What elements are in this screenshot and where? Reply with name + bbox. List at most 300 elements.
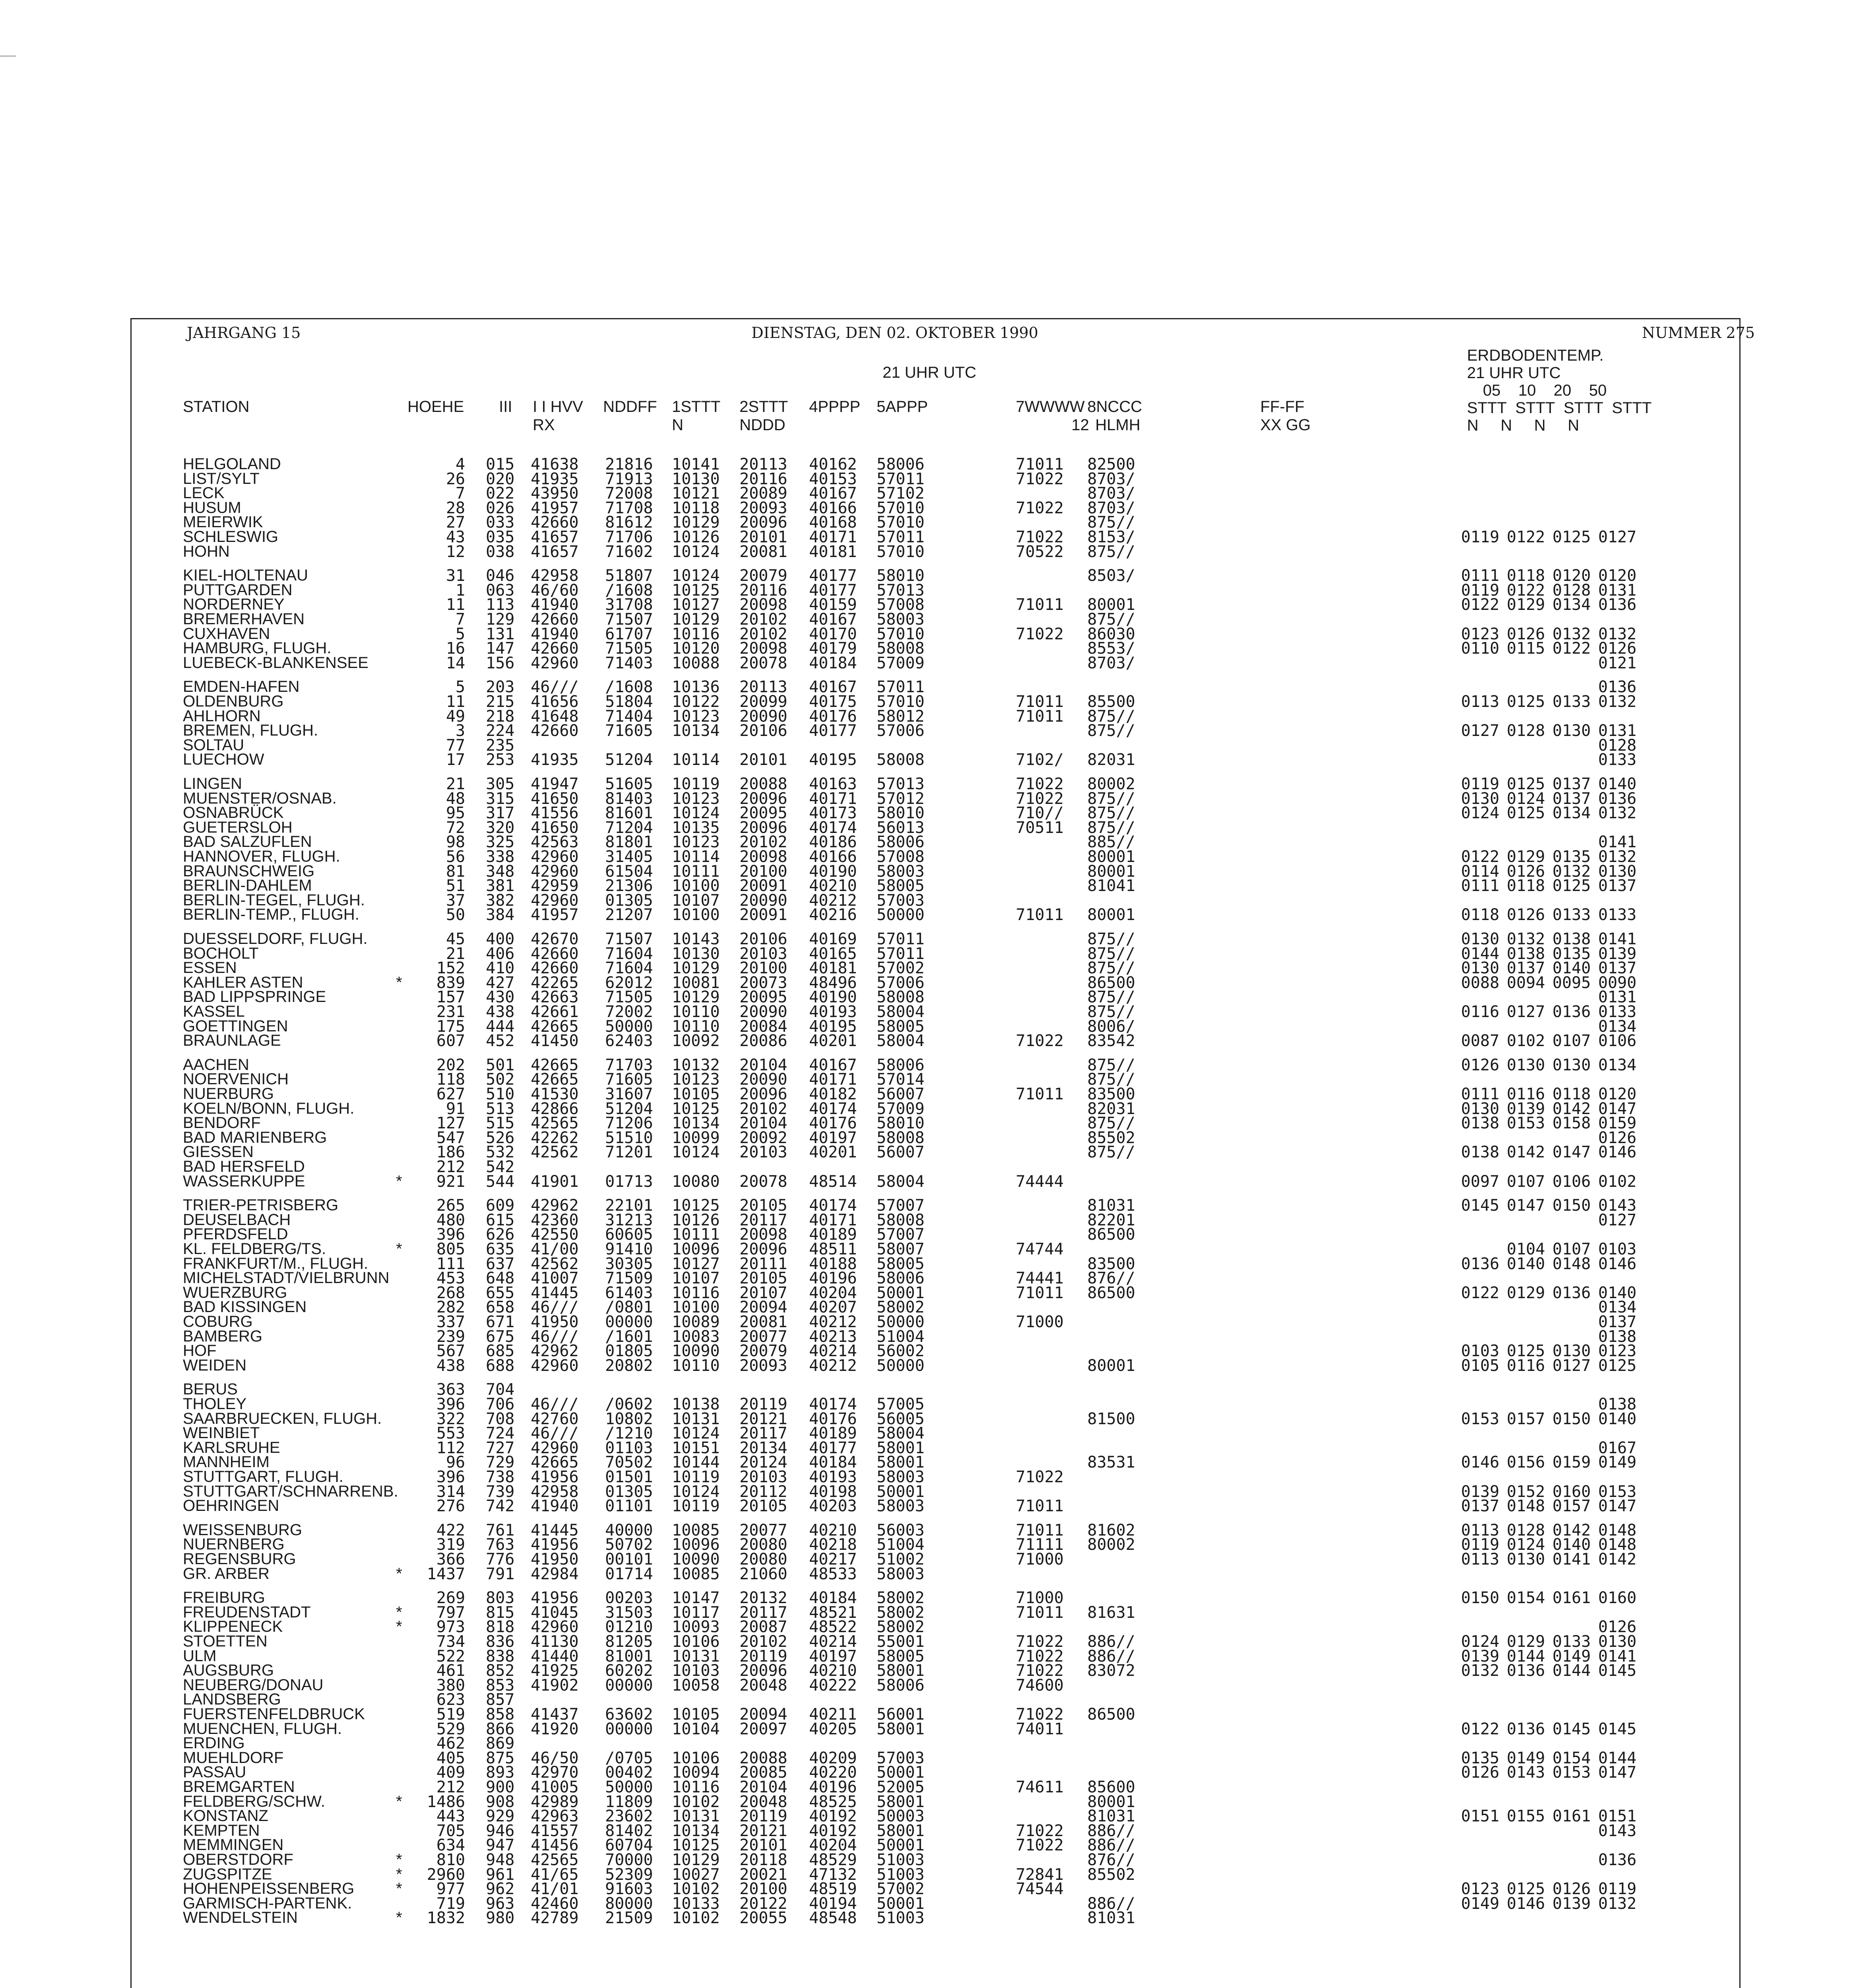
station-id: 038 xyxy=(486,542,515,561)
synop-group-3: 10130 xyxy=(672,944,720,963)
station-height: 314 xyxy=(436,1482,465,1501)
synop-group-1: 42565 xyxy=(531,1114,579,1133)
synop-group-5: 40189 xyxy=(809,1424,857,1443)
soil-temp-3: 0154 xyxy=(1552,1749,1591,1767)
synop-group-1: 41935 xyxy=(531,751,579,769)
soil-temp-4: 0141 xyxy=(1598,930,1637,948)
station-height: 282 xyxy=(436,1298,465,1317)
synop-group-3: 10083 xyxy=(672,1327,720,1346)
synop-group-5: 40167 xyxy=(809,1056,857,1074)
soil-temp-3: 0141 xyxy=(1552,1550,1591,1569)
station-name: ERDING xyxy=(183,1734,245,1752)
soil-temp-3: 0132 xyxy=(1552,625,1591,643)
weather-group-7: 74744 xyxy=(1016,1240,1064,1258)
synop-group-5: 40169 xyxy=(809,930,857,948)
synop-group-1: 42565 xyxy=(531,1851,579,1869)
synop-group-5: 40163 xyxy=(809,775,857,793)
synop-group-3: 10110 xyxy=(672,1017,720,1036)
synop-group-1: 42661 xyxy=(531,1003,579,1021)
weather-group-7: 74011 xyxy=(1016,1720,1064,1738)
station-height: 839 xyxy=(436,973,465,992)
soil-temp-1: 0113 xyxy=(1461,1550,1500,1569)
soil-temp-4: 0137 xyxy=(1598,1313,1637,1331)
station-id: 510 xyxy=(486,1085,515,1103)
synop-group-3: 10114 xyxy=(672,848,720,866)
station-height: 522 xyxy=(436,1647,465,1666)
soil-temp-4: 0137 xyxy=(1598,877,1637,895)
weather-group-7: 71022 xyxy=(1016,1662,1064,1680)
synop-group-5: 40165 xyxy=(809,944,857,963)
synop-group-4: 20132 xyxy=(739,1589,788,1607)
synop-group-5: 40217 xyxy=(809,1550,857,1569)
col-w8-top: 8NCCC xyxy=(1087,398,1142,415)
soil-temp-3: 0148 xyxy=(1552,1254,1591,1273)
cloud-group-8: 8503/ xyxy=(1087,567,1135,585)
synop-group-4: 20088 xyxy=(739,775,788,793)
soil-temp-4: 0131 xyxy=(1598,988,1637,1007)
synop-group-1: 41920 xyxy=(531,1720,579,1738)
soil-temp-4: 0132 xyxy=(1598,625,1637,643)
synop-group-3: 10093 xyxy=(672,1618,720,1637)
cloud-group-8: 85500 xyxy=(1087,693,1135,711)
cloud-group-8: 875// xyxy=(1087,610,1135,629)
synop-group-4: 20080 xyxy=(739,1550,788,1569)
synop-group-4: 20079 xyxy=(739,567,788,585)
synop-group-2: 00203 xyxy=(605,1589,653,1607)
synop-group-4: 20048 xyxy=(739,1792,788,1811)
station-id: 853 xyxy=(486,1676,515,1695)
soil-temp-4: 0127 xyxy=(1598,528,1637,546)
col-w7 xyxy=(1016,398,1089,434)
cloud-group-8: 82500 xyxy=(1087,455,1135,474)
soil-temp-1: 0138 xyxy=(1461,1114,1500,1133)
synop-group-5: 40198 xyxy=(809,1482,857,1501)
soil-temp-2: 0143 xyxy=(1507,1763,1545,1782)
station-name: BERLIN-TEMP., FLUGH. xyxy=(183,906,359,924)
soil-temp-2: 0116 xyxy=(1507,1085,1545,1103)
synop-group-2: 60202 xyxy=(605,1662,653,1680)
cloud-group-8: 875// xyxy=(1087,959,1135,978)
synop-group-5: 40214 xyxy=(809,1342,857,1361)
station-height: 443 xyxy=(436,1807,465,1826)
synop-group-2: 71206 xyxy=(605,1114,653,1133)
cloud-group-8: 875// xyxy=(1087,818,1135,837)
synop-group-2: 71604 xyxy=(605,959,653,978)
synop-group-2: 01714 xyxy=(605,1565,653,1583)
station-height: 77 xyxy=(446,736,465,755)
station-height: 231 xyxy=(436,1003,465,1021)
soil-temp-1: 0144 xyxy=(1461,944,1500,963)
station-name: SCHLESWIG xyxy=(183,528,279,546)
synop-group-3: 10147 xyxy=(672,1589,720,1607)
soil-temp-1: 0127 xyxy=(1461,722,1500,740)
station-height: 175 xyxy=(436,1017,465,1036)
station-height: 17 xyxy=(446,751,465,769)
soil-temp-1: 0113 xyxy=(1461,1521,1500,1540)
synop-group-1: 42760 xyxy=(531,1409,579,1428)
weather-group-7: 71022 xyxy=(1016,775,1064,793)
synop-group-5: 40196 xyxy=(809,1269,857,1288)
station-name: STOETTEN xyxy=(183,1633,268,1650)
soil-temp-1: 0097 xyxy=(1461,1172,1500,1191)
synop-group-3: 10125 xyxy=(672,1196,720,1215)
synop-group-2: 00402 xyxy=(605,1763,653,1782)
cloud-group-8: 81602 xyxy=(1087,1521,1135,1540)
col-g3-bottom: N xyxy=(672,416,683,434)
synop-group-2: 70502 xyxy=(605,1453,653,1472)
synop-group-3: 10134 xyxy=(672,1821,720,1840)
soil-temp-1: 0123 xyxy=(1461,1880,1500,1899)
weather-group-7: 71011 xyxy=(1016,1085,1064,1103)
synop-group-6: 50000 xyxy=(877,906,925,924)
station-name: HAMBURG, FLUGH. xyxy=(183,639,332,657)
soil-temp-4: 0134 xyxy=(1598,1298,1637,1317)
synop-group-1: 42962 xyxy=(531,1342,579,1361)
synop-group-4: 20081 xyxy=(739,1313,788,1331)
station-id: 348 xyxy=(486,862,515,881)
cloud-group-8: 82201 xyxy=(1087,1211,1135,1229)
synop-group-4: 20098 xyxy=(739,596,788,614)
synop-group-4: 20095 xyxy=(739,988,788,1007)
cloud-group-8: 8703/ xyxy=(1087,470,1135,488)
soil-temp-1: 0111 xyxy=(1461,877,1500,895)
station-height: 50 xyxy=(446,906,465,924)
synop-group-5: 40214 xyxy=(809,1633,857,1651)
cloud-group-8: 875// xyxy=(1087,1114,1135,1133)
synop-group-3: 10129 xyxy=(672,513,720,532)
synop-group-2: 00000 xyxy=(605,1676,653,1695)
synop-group-3: 10089 xyxy=(672,1313,720,1331)
synop-group-1: 41005 xyxy=(531,1778,579,1796)
cloud-group-8: 85600 xyxy=(1087,1778,1135,1796)
soil-temp-3: 0128 xyxy=(1552,581,1591,600)
weather-group-7: 7102/ xyxy=(1016,751,1064,769)
synop-group-6: 50000 xyxy=(877,1313,925,1331)
synop-group-4: 20073 xyxy=(739,973,788,992)
station-name: ULM xyxy=(183,1647,217,1665)
synop-group-2: 01501 xyxy=(605,1468,653,1486)
synop-group-4: 20021 xyxy=(739,1865,788,1884)
synop-group-1: 41445 xyxy=(531,1283,579,1302)
soil-temp-3: 0137 xyxy=(1552,775,1591,793)
station-id: 215 xyxy=(486,693,515,711)
station-height: 462 xyxy=(436,1734,465,1753)
weather-group-7: 710// xyxy=(1016,804,1064,823)
synop-group-4: 20105 xyxy=(739,1497,788,1516)
synop-group-4: 20088 xyxy=(739,1749,788,1767)
synop-group-3: 10124 xyxy=(672,1482,720,1501)
synop-group-5: 40176 xyxy=(809,1114,857,1133)
station-id: 513 xyxy=(486,1099,515,1118)
synop-group-5: 48496 xyxy=(809,973,857,992)
synop-group-2: 21816 xyxy=(605,455,653,474)
synop-group-1: 42960 xyxy=(531,654,579,672)
soil-temp-4: 0132 xyxy=(1598,804,1637,823)
synop-group-3: 10126 xyxy=(672,1211,720,1229)
station-id: 129 xyxy=(486,610,515,629)
station-height: 111 xyxy=(436,1254,465,1273)
synop-group-3: 10116 xyxy=(672,1283,720,1302)
synop-group-6: 58004 xyxy=(877,1424,925,1443)
synop-group-6: 58001 xyxy=(877,1821,925,1840)
soil-temp-4: 0126 xyxy=(1598,1128,1637,1147)
station-name: HELGOLAND xyxy=(183,455,281,473)
cloud-group-8: 81631 xyxy=(1087,1603,1135,1622)
synop-group-1: 41947 xyxy=(531,775,579,793)
soil-temp-1: 0119 xyxy=(1461,1536,1500,1554)
synop-group-6: 57008 xyxy=(877,848,925,866)
synop-group-6: 57002 xyxy=(877,1880,925,1899)
weather-group-7: 74544 xyxy=(1016,1880,1064,1899)
weather-group-7: 71022 xyxy=(1016,1705,1064,1724)
station-id: 729 xyxy=(486,1453,515,1472)
station-id: 761 xyxy=(486,1521,515,1540)
synop-group-2: 71605 xyxy=(605,722,653,740)
synop-group-6: 58006 xyxy=(877,1676,925,1695)
weather-group-7: 71011 xyxy=(1016,693,1064,711)
synop-group-6: 57011 xyxy=(877,470,925,488)
station-name: ESSEN xyxy=(183,959,237,977)
station-id: 776 xyxy=(486,1550,515,1569)
soil-temp-4: 0147 xyxy=(1598,1763,1637,1782)
synop-group-5: 48533 xyxy=(809,1565,857,1583)
synop-group-1: 41925 xyxy=(531,1662,579,1680)
cloud-group-8: 8703/ xyxy=(1087,499,1135,517)
synop-group-1: 41045 xyxy=(531,1603,579,1622)
station-id: 791 xyxy=(486,1565,515,1583)
synop-group-3: 10120 xyxy=(672,639,720,658)
synop-group-1: 41638 xyxy=(531,455,579,474)
station-id: 852 xyxy=(486,1662,515,1680)
cloud-group-8: 886// xyxy=(1087,1647,1135,1666)
station-id: 857 xyxy=(486,1691,515,1709)
station-id: 685 xyxy=(486,1342,515,1361)
soil-temp-1: 0130 xyxy=(1461,789,1500,808)
synop-group-2: 31708 xyxy=(605,596,653,614)
synop-group-2: 50000 xyxy=(605,1778,653,1796)
synop-group-1: 41007 xyxy=(531,1269,579,1288)
synop-group-2: 91410 xyxy=(605,1240,653,1258)
station-height: 4 xyxy=(455,455,465,474)
synop-group-6: 58004 xyxy=(877,1172,925,1191)
synop-group-3: 10124 xyxy=(672,804,720,823)
station-name: KAHLER ASTEN xyxy=(183,973,303,991)
station-name: OBERSTDORF xyxy=(183,1851,293,1868)
station-row xyxy=(0,1357,1857,1375)
mountain-station-marker: * xyxy=(396,1618,402,1636)
station-name: WEIDEN xyxy=(183,1356,246,1374)
synop-group-1: 46/60 xyxy=(531,581,579,600)
station-height: 973 xyxy=(436,1618,465,1637)
soil-temp-1: 0126 xyxy=(1461,1763,1500,1782)
soil-temp-1: 0122 xyxy=(1461,1720,1500,1738)
mountain-station-marker: * xyxy=(396,1565,402,1582)
synop-group-1: 42265 xyxy=(531,973,579,992)
station-id: 637 xyxy=(486,1254,515,1273)
synop-group-4: 20080 xyxy=(739,1536,788,1554)
station-name: SAARBRUECKEN, FLUGH. xyxy=(183,1409,382,1427)
soil-temp-2: 0129 xyxy=(1507,596,1545,614)
synop-group-3: 10111 xyxy=(672,862,720,881)
soil-temp-4: 0131 xyxy=(1598,581,1637,600)
synop-group-2: 51204 xyxy=(605,1099,653,1118)
cloud-group-8: 875// xyxy=(1087,722,1135,740)
weather-group-7: 71022 xyxy=(1016,625,1064,643)
synop-group-6: 50000 xyxy=(877,1356,925,1375)
synop-group-3: 10107 xyxy=(672,891,720,910)
station-id: 836 xyxy=(486,1633,515,1651)
station-height: 152 xyxy=(436,959,465,978)
col-g4 xyxy=(739,398,788,434)
synop-group-1: 41650 xyxy=(531,789,579,808)
soil-temp-3: 0157 xyxy=(1552,1497,1591,1516)
synop-group-3: 10105 xyxy=(672,1705,720,1724)
station-row xyxy=(0,1565,1857,1583)
synop-group-5: 48511 xyxy=(809,1240,857,1258)
synop-group-4: 20090 xyxy=(739,1003,788,1021)
synop-group-2: 10802 xyxy=(605,1409,653,1428)
synop-group-4: 20096 xyxy=(739,818,788,837)
synop-group-4: 20078 xyxy=(739,654,788,672)
col-ff xyxy=(1260,398,1311,434)
soil-temp-2: 0126 xyxy=(1507,862,1545,881)
station-name: FREUDENSTADT xyxy=(183,1603,311,1621)
station-id: 253 xyxy=(486,751,515,769)
cloud-group-8: 8703/ xyxy=(1087,654,1135,672)
station-id: 763 xyxy=(486,1536,515,1554)
synop-group-5: 40181 xyxy=(809,959,857,978)
station-id: 706 xyxy=(486,1395,515,1413)
soil-temp-3: 0142 xyxy=(1552,1099,1591,1118)
station-name: NORDERNEY xyxy=(183,596,285,613)
station-height: 27 xyxy=(446,513,465,532)
cloud-group-8: 876// xyxy=(1087,1851,1135,1869)
date-label: DIENSTAG, DEN 02. OKTOBER 1990 xyxy=(751,324,1038,342)
synop-group-2: 81205 xyxy=(605,1633,653,1651)
station-name: AHLHORN xyxy=(183,707,261,725)
synop-group-4: 20098 xyxy=(739,848,788,866)
synop-group-6: 58002 xyxy=(877,1603,925,1622)
station-id: 410 xyxy=(486,959,515,978)
station-name: MICHELSTADT/VIELBRUNN xyxy=(183,1269,390,1287)
station-name: BOCHOLT xyxy=(183,944,259,962)
synop-group-4: 20124 xyxy=(739,1453,788,1472)
synop-group-3: 10131 xyxy=(672,1807,720,1826)
station-id: 655 xyxy=(486,1283,515,1302)
synop-group-1: 41657 xyxy=(531,542,579,561)
station-row xyxy=(0,654,1857,672)
synop-group-2: 31503 xyxy=(605,1603,653,1622)
cloud-group-8: 83542 xyxy=(1087,1032,1135,1050)
soil-temp-1: 0119 xyxy=(1461,528,1500,546)
synop-group-1: 41957 xyxy=(531,906,579,924)
station-id: 658 xyxy=(486,1298,515,1317)
station-id: 815 xyxy=(486,1603,515,1622)
station-id: 035 xyxy=(486,528,515,546)
station-name: AACHEN xyxy=(183,1056,249,1074)
mountain-station-marker: * xyxy=(396,1880,402,1898)
synop-group-3: 10151 xyxy=(672,1439,720,1457)
station-height: 12 xyxy=(446,542,465,561)
mountain-station-marker: * xyxy=(396,1240,402,1258)
synop-group-5: 40174 xyxy=(809,1196,857,1215)
synop-group-6: 50001 xyxy=(877,1482,925,1501)
mountain-station-marker: * xyxy=(396,1851,402,1868)
station-name: NUERBURG xyxy=(183,1085,274,1103)
synop-group-4: 20101 xyxy=(739,751,788,769)
synop-group-5: 40171 xyxy=(809,789,857,808)
synop-group-6: 56005 xyxy=(877,1409,925,1428)
synop-group-6: 58003 xyxy=(877,1497,925,1516)
station-height: 91 xyxy=(446,1099,465,1118)
soil-temp-4: 0090 xyxy=(1598,973,1637,992)
synop-group-4: 20097 xyxy=(739,1720,788,1738)
synop-group-6: 56001 xyxy=(877,1705,925,1724)
station-name: FREIBURG xyxy=(183,1589,265,1607)
cloud-group-8: 886// xyxy=(1087,1894,1135,1913)
soil-temp-3: 0133 xyxy=(1552,1633,1591,1651)
synop-group-5: 40177 xyxy=(809,567,857,585)
synop-group-6: 58001 xyxy=(877,1453,925,1472)
soil-temp-1: 0122 xyxy=(1461,596,1500,614)
station-height: 422 xyxy=(436,1521,465,1540)
synop-group-4: 20117 xyxy=(739,1424,788,1443)
weather-group-7: 71011 xyxy=(1016,1497,1064,1516)
synop-group-3: 10132 xyxy=(672,1056,720,1074)
synop-group-4: 20104 xyxy=(739,1056,788,1074)
station-height: 553 xyxy=(436,1424,465,1443)
synop-group-5: 40182 xyxy=(809,1085,857,1103)
station-height: 21 xyxy=(446,775,465,793)
synop-group-2: 72002 xyxy=(605,1003,653,1021)
soil-temp-4: 0160 xyxy=(1598,1589,1637,1607)
station-name: BERUS xyxy=(183,1380,238,1398)
station-height: 5 xyxy=(455,625,465,643)
soil-temp-1: 0153 xyxy=(1461,1409,1500,1428)
synop-group-6: 51004 xyxy=(877,1327,925,1346)
station-id: 615 xyxy=(486,1211,515,1229)
station-id: 609 xyxy=(486,1196,515,1215)
station-height: 7 xyxy=(455,484,465,503)
cloud-group-8: 875// xyxy=(1087,513,1135,532)
soil-temp-3: 0138 xyxy=(1552,930,1591,948)
soil-temp-2: 0107 xyxy=(1507,1172,1545,1191)
soil-temp-2: 0148 xyxy=(1507,1497,1545,1516)
synop-group-4: 20085 xyxy=(739,1763,788,1782)
cloud-group-8: 8553/ xyxy=(1087,639,1135,658)
station-height: 547 xyxy=(436,1128,465,1147)
synop-group-2: 70000 xyxy=(605,1851,653,1869)
station-name: OSNABRÜCK xyxy=(183,804,284,822)
soil-temp-4: 0144 xyxy=(1598,1749,1637,1767)
synop-group-5: 40175 xyxy=(809,693,857,711)
soil-temp-2: 0136 xyxy=(1507,1720,1545,1738)
synop-group-4: 20118 xyxy=(739,1851,788,1869)
synop-group-1: 42958 xyxy=(531,1482,579,1501)
station-id: 962 xyxy=(486,1880,515,1899)
synop-group-6: 57005 xyxy=(877,1395,925,1413)
synop-group-4: 20106 xyxy=(739,930,788,948)
synop-group-2: 01210 xyxy=(605,1618,653,1637)
synop-group-5: 40171 xyxy=(809,528,857,546)
synop-group-2: 01305 xyxy=(605,891,653,910)
cloud-group-8: 81031 xyxy=(1087,1196,1135,1215)
synop-group-1: 41440 xyxy=(531,1647,579,1666)
synop-group-4: 20119 xyxy=(739,1807,788,1826)
station-height: 396 xyxy=(436,1468,465,1486)
synop-group-3: 10143 xyxy=(672,930,720,948)
station-name: NUERNBERG xyxy=(183,1536,285,1553)
